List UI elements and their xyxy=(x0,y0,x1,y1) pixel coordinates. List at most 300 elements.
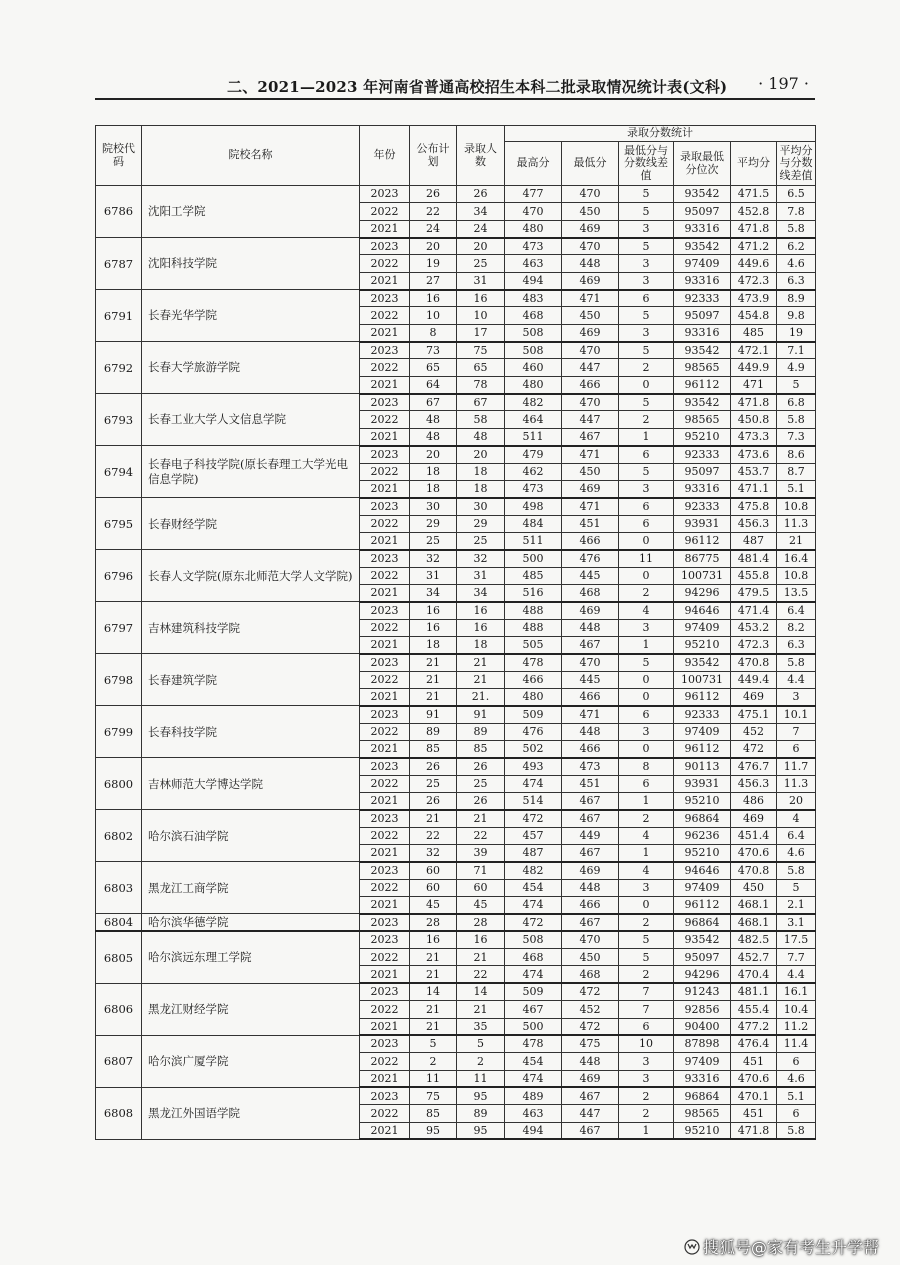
cell-admitted: 95 xyxy=(457,1087,505,1104)
cell-min: 476 xyxy=(562,550,619,567)
cell-min: 447 xyxy=(562,411,619,428)
table-row xyxy=(96,186,816,203)
cell-admitted: 21 xyxy=(457,1001,505,1018)
cell-min-diff: 1 xyxy=(619,845,674,862)
school-name: 长春财经学院 xyxy=(142,498,360,550)
cell-min-diff: 6 xyxy=(619,446,674,463)
cell-plan: 73 xyxy=(410,342,457,359)
cell-avg: 486 xyxy=(731,793,777,810)
cell-min: 467 xyxy=(562,793,619,810)
cell-min-diff: 4 xyxy=(619,602,674,619)
cell-avg-diff: 17.5 xyxy=(777,931,816,948)
cell-min: 445 xyxy=(562,567,619,584)
cell-avg-diff: 6.8 xyxy=(777,394,816,411)
cell-admitted: 26 xyxy=(457,793,505,810)
cell-admitted: 71 xyxy=(457,862,505,879)
cell-admitted: 25 xyxy=(457,532,505,549)
school-name: 黑龙江财经学院 xyxy=(142,983,360,1035)
cell-year: 2023 xyxy=(360,914,410,931)
cell-admitted: 11 xyxy=(457,1070,505,1087)
cell-min-diff: 1 xyxy=(619,1122,674,1139)
cell-min: 475 xyxy=(562,1035,619,1052)
cell-avg: 475.1 xyxy=(731,706,777,723)
cell-min-diff: 3 xyxy=(619,272,674,289)
cell-max: 488 xyxy=(505,619,562,636)
cell-year: 2023 xyxy=(360,394,410,411)
header-avg: 平均分 xyxy=(731,142,777,186)
cell-admitted: 2 xyxy=(457,1053,505,1070)
cell-avg-diff: 5.8 xyxy=(777,654,816,671)
cell-max: 476 xyxy=(505,723,562,740)
cell-min-diff: 0 xyxy=(619,897,674,914)
cell-min-rank: 100731 xyxy=(674,671,731,688)
cell-min-rank: 90113 xyxy=(674,758,731,775)
cell-year: 2021 xyxy=(360,272,410,289)
table-row xyxy=(96,862,816,879)
cell-plan: 60 xyxy=(410,879,457,896)
cell-avg: 452.8 xyxy=(731,203,777,220)
school-code: 6796 xyxy=(96,550,142,602)
cell-admitted: 89 xyxy=(457,1105,505,1122)
cell-avg-diff: 11.3 xyxy=(777,515,816,532)
cell-avg: 451 xyxy=(731,1053,777,1070)
cell-max: 462 xyxy=(505,463,562,480)
cell-max: 483 xyxy=(505,290,562,307)
cell-admitted: 21 xyxy=(457,671,505,688)
cell-plan: 16 xyxy=(410,290,457,307)
cell-max: 514 xyxy=(505,793,562,810)
cell-avg-diff: 16.1 xyxy=(777,983,816,1000)
cell-min: 470 xyxy=(562,654,619,671)
cell-year: 2022 xyxy=(360,879,410,896)
cell-avg-diff: 4.4 xyxy=(777,671,816,688)
cell-avg: 451 xyxy=(731,1105,777,1122)
cell-min-rank: 97409 xyxy=(674,723,731,740)
cell-min-rank: 93542 xyxy=(674,394,731,411)
cell-avg: 470.4 xyxy=(731,966,777,983)
cell-avg-diff: 11.3 xyxy=(777,775,816,792)
cell-max: 505 xyxy=(505,636,562,653)
cell-admitted: 65 xyxy=(457,359,505,376)
cell-min-diff: 3 xyxy=(619,879,674,896)
cell-year: 2021 xyxy=(360,688,410,705)
cell-min-rank: 93316 xyxy=(674,220,731,237)
cell-avg-diff: 7 xyxy=(777,723,816,740)
cell-admitted: 30 xyxy=(457,498,505,515)
cell-admitted: 58 xyxy=(457,411,505,428)
cell-avg: 471.8 xyxy=(731,394,777,411)
cell-min-diff: 3 xyxy=(619,255,674,272)
cell-min-diff: 6 xyxy=(619,515,674,532)
cell-plan: 2 xyxy=(410,1053,457,1070)
cell-year: 2021 xyxy=(360,584,410,601)
cell-min: 466 xyxy=(562,897,619,914)
table-row xyxy=(96,394,816,411)
cell-max: 511 xyxy=(505,428,562,445)
cell-min-diff: 5 xyxy=(619,463,674,480)
cell-min: 470 xyxy=(562,931,619,948)
cell-min-rank: 95097 xyxy=(674,463,731,480)
school-code: 6800 xyxy=(96,758,142,810)
cell-plan: 26 xyxy=(410,758,457,775)
cell-avg-diff: 4.4 xyxy=(777,966,816,983)
cell-year: 2023 xyxy=(360,654,410,671)
cell-min-rank: 87898 xyxy=(674,1035,731,1052)
cell-admitted: 18 xyxy=(457,636,505,653)
cell-avg: 482.5 xyxy=(731,931,777,948)
cell-avg: 472.3 xyxy=(731,272,777,289)
cell-max: 480 xyxy=(505,220,562,237)
cell-year: 2021 xyxy=(360,480,410,497)
sohu-fox-icon xyxy=(684,1239,700,1255)
school-code: 6793 xyxy=(96,394,142,446)
cell-min-diff: 7 xyxy=(619,1001,674,1018)
cell-admitted: 39 xyxy=(457,845,505,862)
header-plan: 公布计划 xyxy=(410,126,457,186)
table-row xyxy=(96,931,816,948)
school-name: 长春工业大学人文信息学院 xyxy=(142,394,360,446)
cell-plan: 32 xyxy=(410,845,457,862)
header-code: 院校代码 xyxy=(96,126,142,186)
cell-max: 482 xyxy=(505,394,562,411)
cell-max: 489 xyxy=(505,1087,562,1104)
school-name: 哈尔滨华德学院 xyxy=(142,914,360,931)
cell-avg: 449.4 xyxy=(731,671,777,688)
cell-min-rank: 97409 xyxy=(674,619,731,636)
cell-plan: 67 xyxy=(410,394,457,411)
cell-admitted: 35 xyxy=(457,1018,505,1035)
cell-plan: 25 xyxy=(410,532,457,549)
cell-max: 467 xyxy=(505,1001,562,1018)
cell-max: 478 xyxy=(505,654,562,671)
cell-year: 2022 xyxy=(360,203,410,220)
cell-avg: 456.3 xyxy=(731,515,777,532)
cell-min: 473 xyxy=(562,758,619,775)
cell-admitted: 29 xyxy=(457,515,505,532)
cell-max: 500 xyxy=(505,550,562,567)
cell-min-diff: 3 xyxy=(619,324,674,341)
cell-min-rank: 92333 xyxy=(674,498,731,515)
table-body xyxy=(96,186,816,1140)
cell-avg: 454.8 xyxy=(731,307,777,324)
cell-admitted: 67 xyxy=(457,394,505,411)
cell-plan: 45 xyxy=(410,897,457,914)
cell-avg-diff: 9.8 xyxy=(777,307,816,324)
cell-year: 2021 xyxy=(360,897,410,914)
cell-admitted: 21 xyxy=(457,810,505,827)
table-row xyxy=(96,654,816,671)
cell-min-rank: 95097 xyxy=(674,203,731,220)
cell-avg-diff: 10.8 xyxy=(777,567,816,584)
cell-admitted: 16 xyxy=(457,931,505,948)
cell-min: 469 xyxy=(562,602,619,619)
cell-avg-diff: 3 xyxy=(777,688,816,705)
cell-admitted: 16 xyxy=(457,619,505,636)
cell-min-diff: 2 xyxy=(619,359,674,376)
school-code: 6795 xyxy=(96,498,142,550)
cell-avg-diff: 5.1 xyxy=(777,480,816,497)
cell-year: 2022 xyxy=(360,1105,410,1122)
cell-avg: 449.6 xyxy=(731,255,777,272)
cell-max: 457 xyxy=(505,827,562,844)
school-name: 吉林师范大学博达学院 xyxy=(142,758,360,810)
cell-min: 448 xyxy=(562,619,619,636)
table-row xyxy=(96,446,816,463)
cell-avg-diff: 5.1 xyxy=(777,1087,816,1104)
cell-avg: 453.7 xyxy=(731,463,777,480)
cell-admitted: 31 xyxy=(457,567,505,584)
cell-year: 2021 xyxy=(360,966,410,983)
cell-year: 2023 xyxy=(360,1035,410,1052)
school-name: 哈尔滨石油学院 xyxy=(142,810,360,862)
school-name: 吉林建筑科技学院 xyxy=(142,602,360,654)
cell-min-rank: 96864 xyxy=(674,1087,731,1104)
cell-admitted: 20 xyxy=(457,238,505,255)
cell-max: 488 xyxy=(505,602,562,619)
cell-min-diff: 6 xyxy=(619,498,674,515)
cell-min: 470 xyxy=(562,238,619,255)
cell-min-rank: 96864 xyxy=(674,810,731,827)
cell-plan: 85 xyxy=(410,741,457,758)
cell-min-rank: 92856 xyxy=(674,1001,731,1018)
cell-plan: 20 xyxy=(410,446,457,463)
cell-avg-diff: 10.4 xyxy=(777,1001,816,1018)
cell-min: 451 xyxy=(562,775,619,792)
cell-avg-diff: 4.6 xyxy=(777,845,816,862)
cell-admitted: 45 xyxy=(457,897,505,914)
cell-avg: 449.9 xyxy=(731,359,777,376)
cell-min-diff: 3 xyxy=(619,1070,674,1087)
cell-min-rank: 97409 xyxy=(674,879,731,896)
cell-admitted: 26 xyxy=(457,186,505,203)
cell-admitted: 48 xyxy=(457,428,505,445)
cell-max: 508 xyxy=(505,931,562,948)
cell-max: 460 xyxy=(505,359,562,376)
cell-min: 469 xyxy=(562,480,619,497)
cell-avg-diff: 11.7 xyxy=(777,758,816,775)
cell-min: 467 xyxy=(562,636,619,653)
cell-plan: 95 xyxy=(410,1122,457,1139)
cell-min: 467 xyxy=(562,810,619,827)
cell-min-rank: 96112 xyxy=(674,897,731,914)
cell-avg-diff: 7.8 xyxy=(777,203,816,220)
cell-min-diff: 10 xyxy=(619,1035,674,1052)
cell-max: 516 xyxy=(505,584,562,601)
cell-admitted: 22 xyxy=(457,966,505,983)
school-name: 长春人文学院(原东北师范大学人文学院) xyxy=(142,550,360,602)
cell-min: 466 xyxy=(562,532,619,549)
school-code: 6798 xyxy=(96,654,142,706)
cell-year: 2022 xyxy=(360,515,410,532)
cell-min: 467 xyxy=(562,845,619,862)
cell-admitted: 20 xyxy=(457,446,505,463)
cell-avg: 455.8 xyxy=(731,567,777,584)
table-row xyxy=(96,810,816,827)
cell-avg: 471.8 xyxy=(731,1122,777,1139)
cell-year: 2022 xyxy=(360,463,410,480)
cell-avg-diff: 6 xyxy=(777,1053,816,1070)
cell-admitted: 14 xyxy=(457,983,505,1000)
cell-min-diff: 5 xyxy=(619,931,674,948)
cell-avg: 471.5 xyxy=(731,186,777,203)
cell-plan: 91 xyxy=(410,706,457,723)
school-code: 6808 xyxy=(96,1087,142,1139)
cell-min: 471 xyxy=(562,498,619,515)
cell-min-diff: 4 xyxy=(619,827,674,844)
cell-admitted: 24 xyxy=(457,220,505,237)
cell-year: 2022 xyxy=(360,359,410,376)
cell-min-rank: 90400 xyxy=(674,1018,731,1035)
cell-max: 480 xyxy=(505,688,562,705)
cell-year: 2022 xyxy=(360,619,410,636)
cell-min-diff: 5 xyxy=(619,307,674,324)
cell-min-rank: 86775 xyxy=(674,550,731,567)
cell-max: 464 xyxy=(505,411,562,428)
cell-plan: 34 xyxy=(410,584,457,601)
cell-min-rank: 93542 xyxy=(674,342,731,359)
school-code: 6807 xyxy=(96,1035,142,1087)
cell-min: 448 xyxy=(562,723,619,740)
cell-min-rank: 96864 xyxy=(674,914,731,931)
cell-admitted: 60 xyxy=(457,879,505,896)
header-min: 最低分 xyxy=(562,142,619,186)
cell-min-diff: 6 xyxy=(619,706,674,723)
cell-avg-diff: 4.9 xyxy=(777,359,816,376)
cell-avg: 471.4 xyxy=(731,602,777,619)
cell-min: 448 xyxy=(562,255,619,272)
page-number: · 197 · xyxy=(758,74,809,93)
cell-min-diff: 6 xyxy=(619,1018,674,1035)
cell-avg: 470.8 xyxy=(731,862,777,879)
cell-min-rank: 95210 xyxy=(674,1122,731,1139)
cell-min-diff: 3 xyxy=(619,480,674,497)
cell-max: 472 xyxy=(505,914,562,931)
cell-avg: 468.1 xyxy=(731,914,777,931)
school-name: 黑龙江外国语学院 xyxy=(142,1087,360,1139)
cell-min-rank: 93931 xyxy=(674,515,731,532)
cell-admitted: 28 xyxy=(457,914,505,931)
cell-avg: 473.3 xyxy=(731,428,777,445)
table-header xyxy=(96,126,816,186)
table-row xyxy=(96,550,816,567)
cell-avg: 455.4 xyxy=(731,1001,777,1018)
cell-min: 449 xyxy=(562,827,619,844)
cell-min: 469 xyxy=(562,1070,619,1087)
cell-plan: 28 xyxy=(410,914,457,931)
cell-avg-diff: 3.1 xyxy=(777,914,816,931)
cell-avg: 471.8 xyxy=(731,220,777,237)
cell-year: 2023 xyxy=(360,758,410,775)
cell-avg: 450 xyxy=(731,879,777,896)
cell-max: 494 xyxy=(505,1122,562,1139)
cell-min-diff: 5 xyxy=(619,238,674,255)
cell-admitted: 91 xyxy=(457,706,505,723)
cell-admitted: 78 xyxy=(457,376,505,393)
cell-plan: 85 xyxy=(410,1105,457,1122)
cell-min-diff: 5 xyxy=(619,654,674,671)
cell-min: 451 xyxy=(562,515,619,532)
cell-max: 500 xyxy=(505,1018,562,1035)
cell-avg: 477.2 xyxy=(731,1018,777,1035)
cell-min-rank: 95210 xyxy=(674,636,731,653)
school-name: 长春大学旅游学院 xyxy=(142,342,360,394)
cell-avg: 471.2 xyxy=(731,238,777,255)
cell-year: 2022 xyxy=(360,411,410,428)
cell-max: 470 xyxy=(505,203,562,220)
header-min-diff: 最低分与分数线差值 xyxy=(619,142,674,186)
cell-min-rank: 96112 xyxy=(674,741,731,758)
cell-max: 473 xyxy=(505,480,562,497)
cell-max: 466 xyxy=(505,671,562,688)
cell-plan: 29 xyxy=(410,515,457,532)
table-row xyxy=(96,238,816,255)
cell-max: 474 xyxy=(505,966,562,983)
school-code: 6786 xyxy=(96,186,142,238)
admission-table xyxy=(95,125,816,1140)
cell-avg-diff: 5.8 xyxy=(777,411,816,428)
cell-admitted: 25 xyxy=(457,775,505,792)
table-row xyxy=(96,498,816,515)
cell-min-diff: 2 xyxy=(619,914,674,931)
cell-avg-diff: 6 xyxy=(777,741,816,758)
cell-avg: 479.5 xyxy=(731,584,777,601)
cell-min-diff: 8 xyxy=(619,758,674,775)
cell-min-diff: 3 xyxy=(619,220,674,237)
cell-min: 470 xyxy=(562,186,619,203)
cell-avg-diff: 7.3 xyxy=(777,428,816,445)
cell-year: 2023 xyxy=(360,862,410,879)
cell-avg: 453.2 xyxy=(731,619,777,636)
cell-plan: 8 xyxy=(410,324,457,341)
cell-plan: 22 xyxy=(410,827,457,844)
cell-avg: 451.4 xyxy=(731,827,777,844)
cell-year: 2021 xyxy=(360,376,410,393)
cell-max: 485 xyxy=(505,567,562,584)
cell-plan: 18 xyxy=(410,480,457,497)
cell-max: 479 xyxy=(505,446,562,463)
cell-avg: 473.9 xyxy=(731,290,777,307)
cell-min-diff: 0 xyxy=(619,567,674,584)
school-code: 6806 xyxy=(96,983,142,1035)
cell-plan: 24 xyxy=(410,220,457,237)
cell-min-rank: 94646 xyxy=(674,862,731,879)
cell-min-rank: 95097 xyxy=(674,949,731,966)
cell-min-rank: 92333 xyxy=(674,446,731,463)
cell-min-rank: 93542 xyxy=(674,186,731,203)
cell-avg-diff: 6 xyxy=(777,1105,816,1122)
cell-max: 474 xyxy=(505,897,562,914)
cell-min-rank: 93542 xyxy=(674,238,731,255)
cell-admitted: 22 xyxy=(457,827,505,844)
cell-avg-diff: 13.5 xyxy=(777,584,816,601)
cell-avg-diff: 8.9 xyxy=(777,290,816,307)
cell-avg-diff: 16.4 xyxy=(777,550,816,567)
cell-avg-diff: 7.1 xyxy=(777,342,816,359)
school-code: 6799 xyxy=(96,706,142,758)
cell-avg: 472.3 xyxy=(731,636,777,653)
cell-year: 2021 xyxy=(360,428,410,445)
cell-max: 468 xyxy=(505,307,562,324)
cell-year: 2023 xyxy=(360,498,410,515)
cell-min-rank: 98565 xyxy=(674,1105,731,1122)
cell-min-rank: 93316 xyxy=(674,324,731,341)
cell-avg: 469 xyxy=(731,688,777,705)
header-stats-group: 录取分数统计 xyxy=(505,126,816,142)
cell-max: 477 xyxy=(505,186,562,203)
cell-min-diff: 5 xyxy=(619,949,674,966)
cell-year: 2021 xyxy=(360,1122,410,1139)
cell-min: 445 xyxy=(562,671,619,688)
